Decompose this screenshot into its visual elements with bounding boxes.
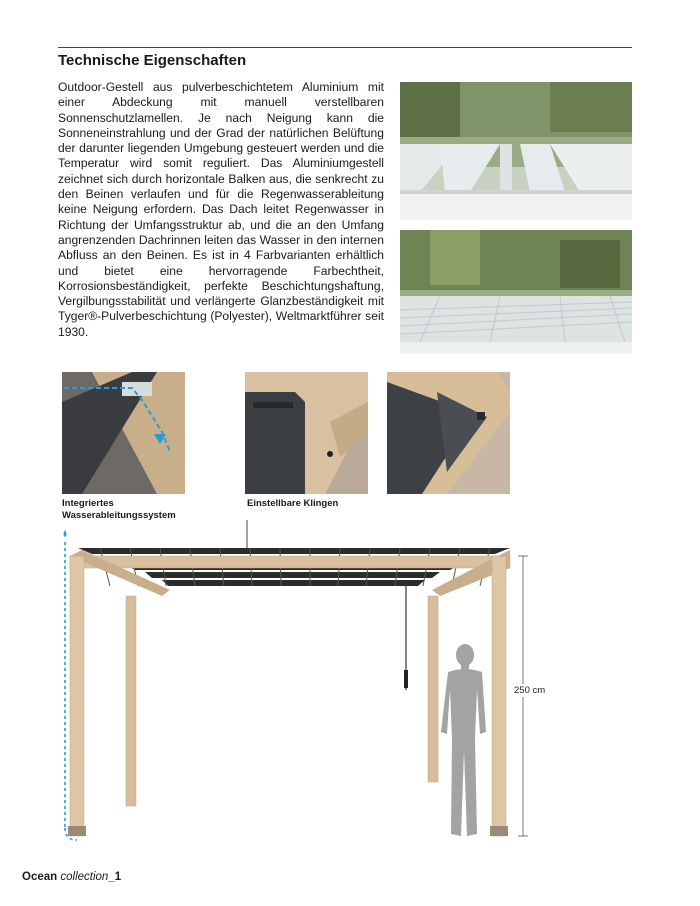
caption-drainage: Integriertes Wasserableitungssystem (62, 498, 176, 521)
footer (22, 871, 121, 883)
water-drop-icon (64, 530, 67, 537)
photo-drainage-detail (62, 372, 185, 494)
height-dimension-label: 250 cm (514, 685, 546, 696)
front-left-post (70, 556, 84, 836)
header-rule (58, 47, 632, 48)
photo-louvre-frame-detail (387, 372, 510, 494)
description-text: Outdoor-Gestell aus pulverbeschichtetem Aluminium mit einer Abdeckung mit manuell verstellbaren Sonnenschutzlamellen. Je nach Neigung kann die Sonneneinstrahlung und der Grad der natürlichen Belüftung der darunter liegenden Umgebung gesteuert werden und die Temperatur wird somit reguliert. Das Aluminiumgestell zeichnet sich durch horizontale Balken aus, die senkrecht zu den Beinen verlaufen und für die Regenwasserableitung keine Neigung erfordern. Das Dach leitet Regenwasser in Richtung der Umfangsstruktur ab, und die an den Umfang angrenzenden Dachrinnen leiten das Wasser in den internen Abfluss an den Beinen. Es ist in 4 Farbvarianten erhältlich und bietet eine hervorragende Farbechtheit, Korrosionsbeständigkeit, perfekte Beschichtungshaftung, Vergilbungsstabilität und verlängerte Glanzbeständigkeit mit Tyger®-Pulverbeschichtung (Polyester), Weltmarktführer seit 1930. (58, 80, 384, 339)
back-right-post (428, 596, 438, 782)
front-right-post (492, 556, 506, 836)
human-figure-icon (441, 644, 486, 836)
photo-louvres-open (400, 82, 632, 220)
caption-blades: Einstellbare Klingen (247, 498, 339, 509)
photo-louvres-closed (400, 230, 632, 354)
footer-collection: collection (60, 871, 109, 883)
footer-page-number: _1 (108, 871, 122, 883)
pergola-illustration (40, 520, 540, 845)
photo-blade-detail (245, 372, 368, 494)
footer-brand: Ocean (22, 871, 58, 883)
page-title: Technische Eigenschaften (58, 52, 247, 69)
back-left-post (126, 596, 136, 806)
front-beam (70, 556, 510, 568)
